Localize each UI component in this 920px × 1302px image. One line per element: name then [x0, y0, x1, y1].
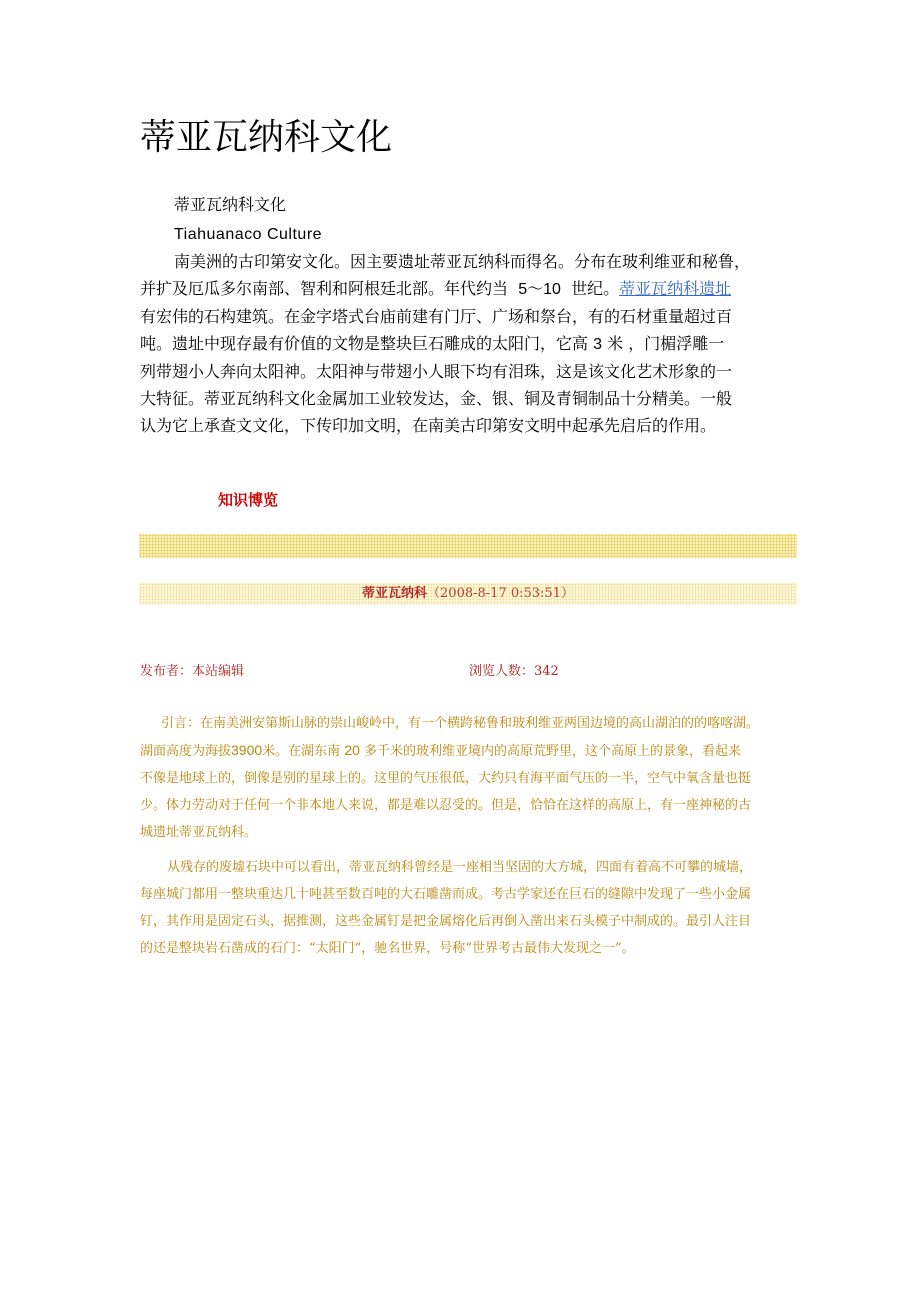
divider-band-top [139, 534, 797, 558]
lake-altitude: 3900 [231, 742, 263, 758]
subtitle-english: Tiahuanaco Culture [174, 226, 323, 243]
intro-line-7: 认为它上承查文文化，下传印加文明，在南美古印第安文明中起承先启后的作用。 [140, 416, 717, 435]
page-title: 蒂亚瓦纳科文化 [140, 117, 393, 158]
article-p1-line-1: 引言：在南美洲安第斯山脉的崇山峻岭中，有一个横跨秘鲁和玻利维亚两国边境的高山湖泊的的喀喀湖。 [161, 716, 760, 731]
article-view-count: 浏览人数：342 [469, 664, 559, 679]
article-title: 蒂亚瓦纳科 [362, 586, 428, 601]
article-p1-line-5: 城遗址蒂亚瓦纳科。 [140, 825, 258, 840]
article-timestamp: （2008-8-17 0:53:51） [427, 586, 574, 601]
intro-line-4: 吨。遗址中现存最有价值的文物是整块巨石雕成的太阳门，它高 3 米 ，门楣浮雕一 [140, 334, 725, 353]
intro-line-2: 并扩及厄瓜多尔南部、智利和阿根廷北部。年代约当 5～10 世纪。蒂亚瓦纳科遗址 [140, 279, 732, 298]
section-label: 知识博览 [218, 492, 279, 509]
intro-line-3: 有宏伟的石构建筑。在金字塔式台庙前建有门厅、广场和祭台，有的石材重量超过百 [140, 307, 733, 326]
tiahuanaco-site-link[interactable]: 蒂亚瓦纳科遗址 [619, 279, 732, 298]
intro-paragraph [140, 248, 784, 439]
article-p1-line-3: 不像是地球上的，倒像是别的星球上的。这里的气压很低，大约只有海平面气压的一半，空气中氧含量也挺 [140, 771, 752, 786]
intro-line-6: 大特征。蒂亚瓦纳科文化金属加工业较发达，金、银、铜及青铜制品十分精美。一般 [140, 389, 733, 408]
article-p2-line-4: 的还是整块岩石凿成的石门：“太阳门”，驰名世界，号称“世界考古最伟大发现之一”。 [140, 941, 635, 956]
article-publisher: 发布者：本站编辑 [140, 664, 245, 679]
article-p1-line-2: 湖面高度为海拔3900米。在湖东南 20 多千米的玻利维亚境内的高原荒野里，这个高原上的景象，看起来 [140, 742, 742, 759]
subtitle-chinese: 蒂亚瓦纳科文化 [174, 195, 287, 214]
article-header [139, 586, 797, 602]
intro-line-5: 列带翅小人奔向太阳神。太阳神与带翅小人眼下均有泪珠，这是该文化艺术形象的一 [140, 362, 733, 381]
article-p2-line-3: 钉，其作用是固定石头，据推测，这些金属钉是把金属熔化后再倒入凿出来石头模子中制成的。最引人注目 [140, 914, 752, 929]
article-p2-line-1: 从残存的废墟石块中可以看出，蒂亚瓦纳科曾经是一座相当坚固的大方城，四面有着高不可攀的城墙， [167, 860, 753, 875]
article-paragraph-2 [140, 854, 800, 962]
article-p1-line-4: 少。体力劳动对于任何一个非本地人来说，都是难以忍受的。但是，恰恰在这样的高原上，有一座神秘的古 [140, 798, 752, 813]
article-p2-line-2: 每座城门都用一整块重达几十吨甚至数百吨的大石雕凿而成。考古学家还在巨石的缝隙中发现了一些小金属 [140, 887, 752, 902]
distance-value: 20 [344, 742, 360, 758]
intro-line-1: 南美洲的古印第安文化。因主要遗址蒂亚瓦纳科而得名。分布在玻利维亚和秘鲁， [174, 252, 751, 271]
gate-height: 3 [593, 336, 603, 353]
article-paragraph-1 [140, 710, 800, 846]
century-range: 5～10 [518, 281, 561, 298]
